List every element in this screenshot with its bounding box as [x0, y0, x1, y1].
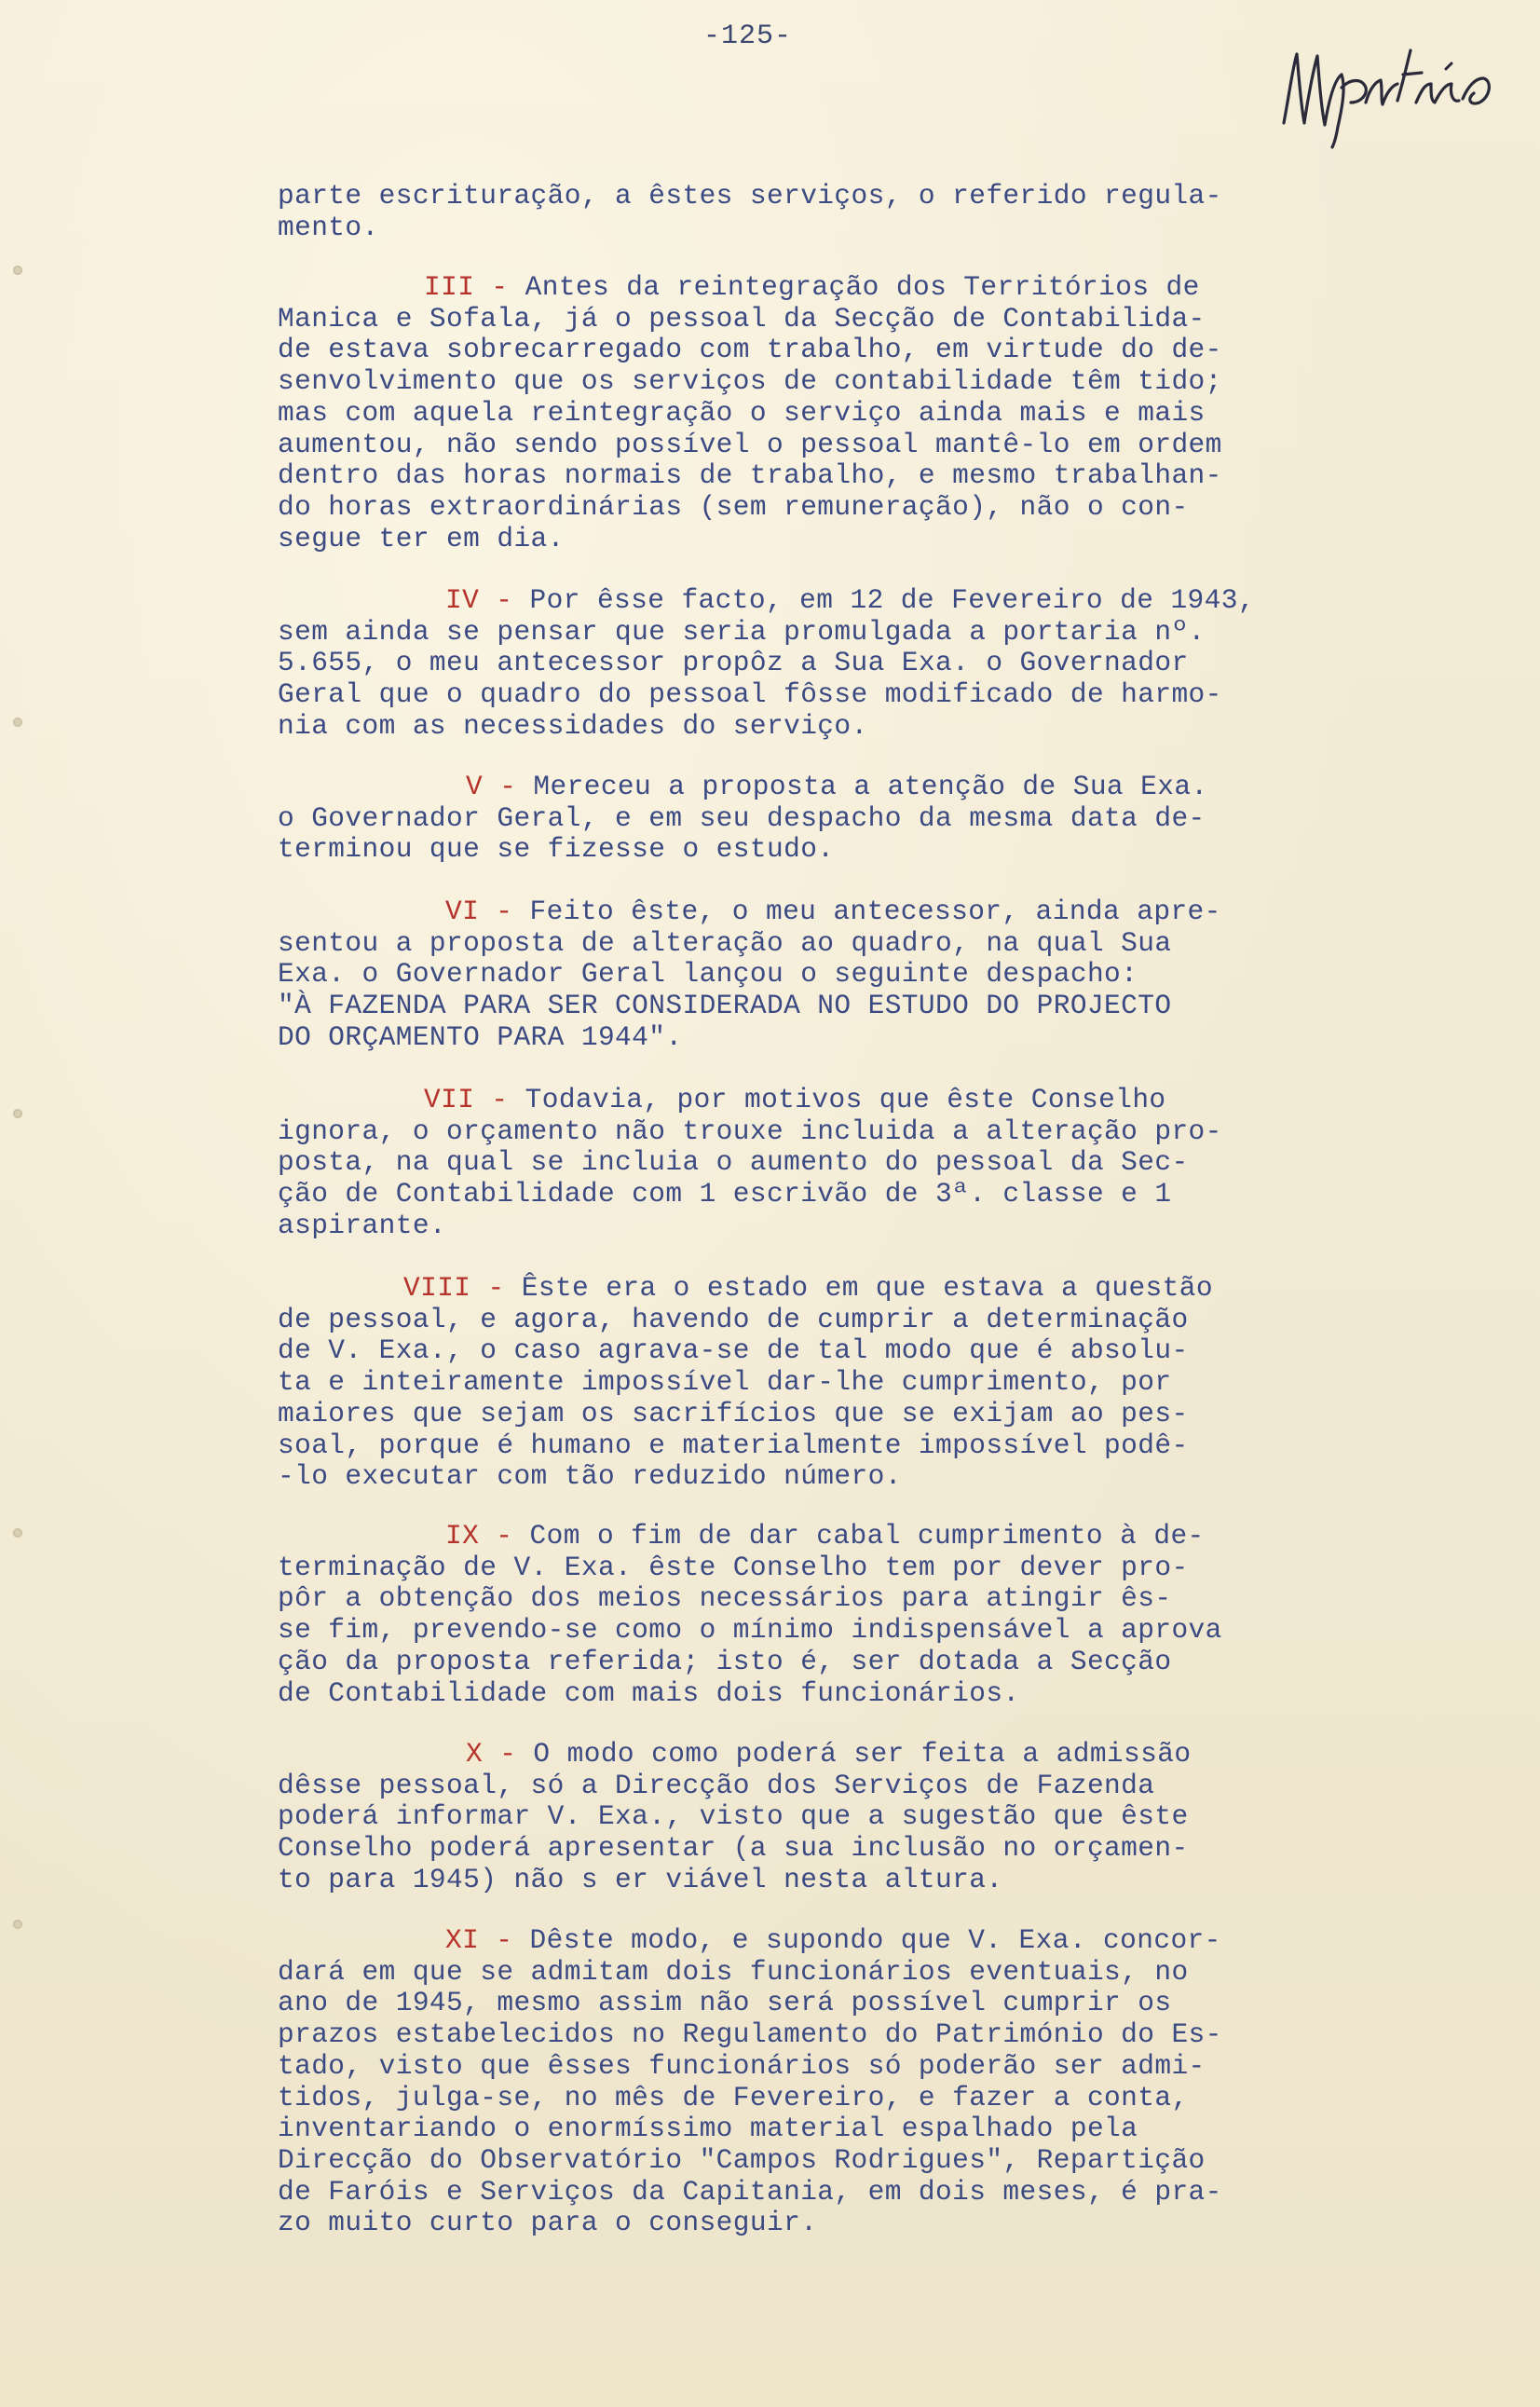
paragraph-numeral: III - — [424, 271, 509, 303]
text-line: aumentou, não sendo possível o pessoal mantê-lo em ordem — [278, 428, 1222, 460]
text-line: Por êsse facto, em 12 de Fevereiro de 1943, — [529, 584, 1255, 616]
text-line: Todavia, por motivos que êste Conselho — [525, 1084, 1166, 1115]
text-line: poderá informar V. Exa., visto que a sugestão que êste — [278, 1800, 1189, 1833]
intro-paragraph — [278, 181, 1340, 243]
text-line: nia com as necessidades do serviço. — [278, 709, 868, 742]
paragraph-viii — [278, 1273, 1340, 1493]
text-line: de estava sobrecarregado com trabalho, em virtude do de- — [278, 334, 1222, 366]
text-line: terminação de V. Exa. êste Conselho tem por dever pro- — [278, 1551, 1189, 1583]
text-line: 5.655, o meu antecessor propôz a Sua Exa. o Governador — [278, 647, 1189, 679]
paragraph-iv — [278, 585, 1340, 743]
text-line: sem ainda se pensar que seria promulgada a portaria nº. — [278, 615, 1206, 648]
text-line: pôr a obtenção dos meios necessários para atingir ês- — [278, 1582, 1172, 1615]
paragraph-numeral: VI - — [445, 896, 513, 927]
text-line: Feito êste, o meu antecessor, ainda apre- — [529, 896, 1221, 927]
text-line: Com o fim de dar cabal cumprimento à de- — [529, 1520, 1205, 1552]
paragraph-vi — [278, 896, 1340, 1054]
paragraph-vii — [278, 1085, 1340, 1242]
text-line: zo muito curto para o conseguir. — [278, 2207, 818, 2239]
text-line: Conselho poderá apresentar (a sua inclusão no orçamen- — [278, 1832, 1189, 1865]
text-line: prazos estabelecidos no Regulamento do Património do Es- — [278, 2018, 1222, 2051]
text-line: o Governador Geral, e em seu despacho da mesma data de- — [278, 801, 1206, 834]
paragraph-numeral: VII - — [424, 1084, 509, 1115]
text-line: terminou que se fizesse o estudo. — [278, 833, 835, 866]
page-number: -125- — [703, 21, 793, 52]
text-line: tidos, julga-se, no mês de Fevereiro, e fazer a conta, — [278, 2081, 1189, 2113]
text-line: Geral que o quadro do pessoal fôsse modificado de harmo- — [278, 678, 1222, 711]
text-line: segue ter em dia. — [278, 522, 565, 554]
paragraph-x — [278, 1739, 1340, 1896]
paragraph-numeral: IX - — [445, 1520, 513, 1552]
text-line: to para 1945) não s er viável nesta altura. — [278, 1863, 1003, 1895]
text-line: mento. — [278, 211, 379, 243]
text-line: senvolvimento que os serviços de contabilidade têm tido; — [278, 365, 1222, 398]
binder-hole — [13, 1528, 22, 1538]
text-line: soal, porque é humano e materialmente impossível podê- — [278, 1429, 1189, 1461]
text-line: Exa. o Governador Geral lançou o seguinte despacho: — [278, 958, 1138, 991]
text-line: "À FAZENDA PARA SER CONSIDERADA NO ESTUDO DO PROJECTO — [278, 990, 1172, 1022]
text-line: parte escrituração, a êstes serviços, o referido regula- — [278, 180, 1222, 212]
text-line: de pessoal, e agora, havendo de cumprir a determinação — [278, 1303, 1189, 1335]
text-line: ignora, o orçamento não trouxe incluida a alteração pro- — [278, 1115, 1222, 1147]
paragraph-numeral: IV - — [445, 584, 513, 616]
text-line: do horas extraordinárias (sem remuneração), não o con- — [278, 490, 1189, 523]
text-line: dentro das horas normais de trabalho, e mesmo trabalhan- — [278, 459, 1222, 492]
text-line: dêsse pessoal, só a Direcção dos Serviços de Fazenda — [278, 1769, 1155, 1801]
text-line: tado, visto que êsses funcionários só poderão ser admi- — [278, 2049, 1206, 2082]
paragraph-numeral: X - — [466, 1738, 517, 1770]
paragraph-numeral: XI - — [445, 1924, 513, 1956]
paragraph-iii — [278, 272, 1340, 554]
text-line: inventariando o enormíssimo material espalhado pela — [278, 2113, 1138, 2145]
paragraph-numeral: VIII - — [403, 1272, 505, 1304]
paragraph-ix — [278, 1521, 1340, 1709]
text-line: Mereceu a proposta a atenção de Sua Exa. — [533, 771, 1208, 802]
text-line: Dêste modo, e supondo que V. Exa. concor- — [529, 1924, 1221, 1956]
binder-hole — [13, 718, 22, 727]
text-line: posta, na qual se incluia o aumento do pessoal da Sec- — [278, 1146, 1189, 1179]
text-line: aspirante. — [278, 1209, 447, 1241]
text-line: -lo executar com tão reduzido número. — [278, 1460, 902, 1493]
paragraph-v — [278, 772, 1340, 866]
binder-hole — [13, 1109, 22, 1118]
text-line: Manica e Sofala, já o pessoal da Secção de Contabilida- — [278, 302, 1206, 335]
text-line: mas com aquela reintegração o serviço ainda mais e mais — [278, 396, 1206, 429]
text-line: DO ORÇAMENTO PARA 1944". — [278, 1020, 683, 1053]
paragraph-numeral: V - — [466, 771, 517, 802]
binder-hole — [13, 266, 22, 275]
paragraph-xi — [278, 1925, 1340, 2239]
text-line: Antes da reintegração dos Territórios de — [525, 271, 1200, 303]
text-line: de Contabilidade com mais dois funcionários. — [278, 1676, 1020, 1709]
text-line: Direcção do Observatório "Campos Rodrigues", Repartição — [278, 2143, 1206, 2176]
text-line: se fim, prevendo-se como o mínimo indispensável a aprova — [278, 1614, 1222, 1647]
text-line: maiores que sejam os sacrifícios que se exijam ao pes- — [278, 1397, 1189, 1429]
text-line: ção da proposta referida; isto é, ser dotada a Secção — [278, 1645, 1172, 1677]
text-line: Êste era o estado em que estava a questão — [521, 1272, 1213, 1304]
text-line: dará em que se admitam dois funcionários eventuais, no — [278, 1955, 1189, 1988]
binder-hole — [13, 1920, 22, 1929]
text-line: de Faróis e Serviços da Capitania, em dois meses, é pra- — [278, 2175, 1222, 2208]
text-line: sentou a proposta de alteração ao quadro, na qual Sua — [278, 926, 1172, 959]
text-line: O modo como poderá ser feita a admissão — [533, 1738, 1192, 1770]
text-line: de V. Exa., o caso agrava-se de tal modo que é absolu- — [278, 1334, 1189, 1367]
text-line: ção de Contabilidade com 1 escrivão de 3ª. classe e 1 — [278, 1178, 1172, 1210]
text-line: ta e inteiramente impossível dar-lhe cumprimento, por — [278, 1366, 1172, 1399]
text-line: ano de 1945, mesmo assim não será possível cumprir os — [278, 1987, 1172, 2019]
handwritten-signature — [1276, 37, 1519, 149]
